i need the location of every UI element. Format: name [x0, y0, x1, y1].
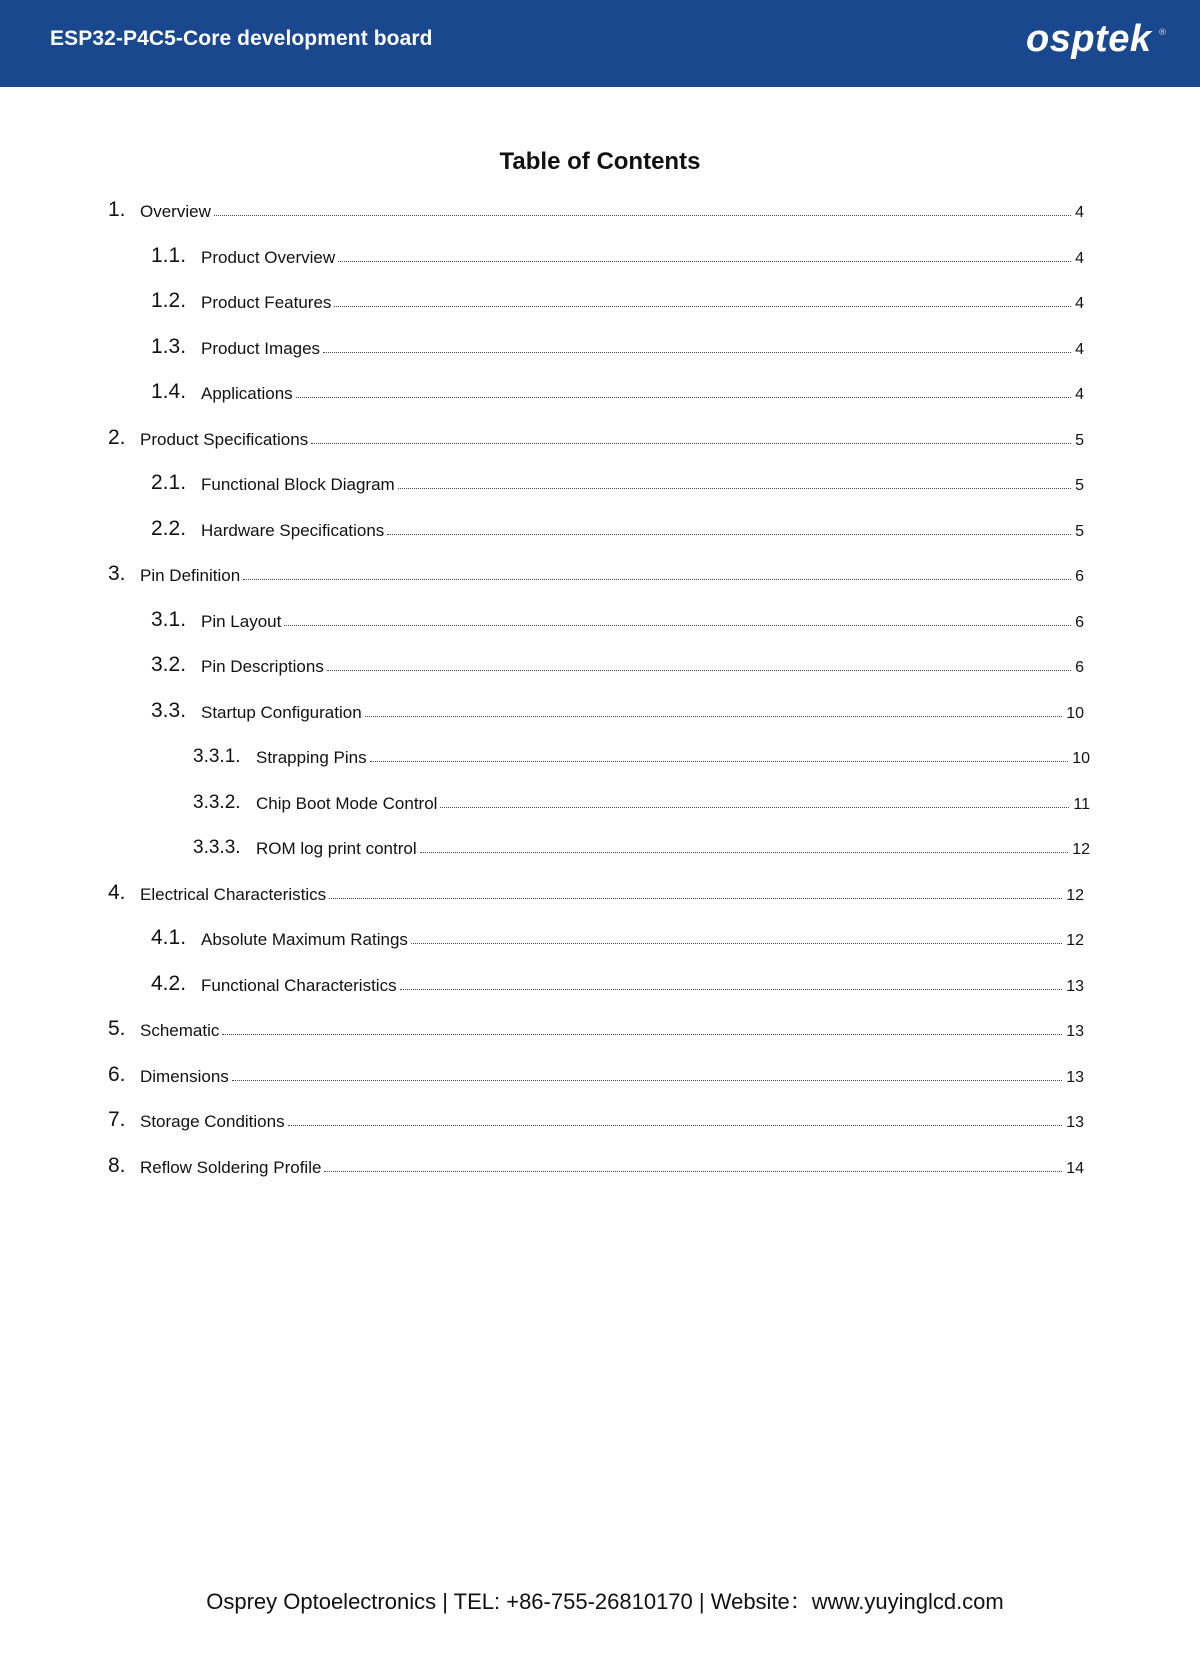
- toc-entry[interactable]: [108, 1015, 1084, 1041]
- toc-entry[interactable]: [193, 788, 1090, 814]
- toc-entry-label[interactable]: Functional Characteristics: [201, 976, 397, 995]
- toc-dot-leader: [323, 352, 1071, 353]
- toc-dot-leader: [214, 215, 1071, 216]
- toc-page-number[interactable]: 5: [1075, 432, 1084, 449]
- toc-entry-label[interactable]: Schematic: [140, 1021, 220, 1040]
- toc-entry[interactable]: [108, 1106, 1084, 1132]
- toc-dot-leader: [387, 534, 1071, 535]
- toc-entry-label[interactable]: Pin Layout: [201, 612, 282, 631]
- toc-page-number[interactable]: 12: [1066, 932, 1084, 949]
- toc-entry[interactable]: [151, 287, 1084, 313]
- osptek-logo: osptek: [1026, 18, 1152, 60]
- toc-dot-leader: [365, 716, 1063, 717]
- toc-entry-label[interactable]: Functional Block Diagram: [201, 475, 395, 494]
- toc-page-number[interactable]: 4: [1075, 341, 1084, 358]
- toc-entry-label[interactable]: Applications: [201, 384, 293, 403]
- toc-entry-number: 1.3.: [151, 335, 187, 358]
- toc-entry[interactable]: [108, 1061, 1084, 1087]
- toc-dot-leader: [296, 397, 1071, 398]
- toc-entry-label[interactable]: Product Overview: [201, 248, 336, 267]
- toc-entry-label[interactable]: Startup Configuration: [201, 703, 362, 722]
- toc-entry-number: 3.2.: [151, 653, 187, 676]
- toc-page-number[interactable]: 12: [1066, 887, 1084, 904]
- toc-page-number[interactable]: 4: [1075, 295, 1084, 312]
- toc-dot-leader: [232, 1080, 1062, 1081]
- toc-page-number[interactable]: 6: [1075, 659, 1084, 676]
- toc-page-number[interactable]: 10: [1066, 705, 1084, 722]
- toc-entry-label[interactable]: Overview: [140, 202, 211, 221]
- toc-entry-label[interactable]: Pin Descriptions: [201, 657, 324, 676]
- toc-entry[interactable]: [151, 242, 1084, 268]
- toc-entry-number: 1.2.: [151, 289, 187, 312]
- toc-entry-number: 6.: [108, 1063, 126, 1086]
- toc-page-number[interactable]: 5: [1075, 523, 1084, 540]
- toc-entry[interactable]: [151, 697, 1084, 723]
- toc-entry-number: 2.: [108, 426, 126, 449]
- toc-dot-leader: [222, 1034, 1062, 1035]
- toc-entry-label[interactable]: Reflow Soldering Profile: [140, 1158, 322, 1177]
- toc-dot-leader: [338, 261, 1071, 262]
- toc-dot-leader: [327, 670, 1071, 671]
- toc-entry-number: 3.3.2.: [193, 792, 241, 813]
- registered-trademark-mark: ®: [1158, 28, 1167, 38]
- toc-entry-label[interactable]: Dimensions: [140, 1067, 229, 1086]
- toc-dot-leader: [288, 1125, 1063, 1126]
- toc-entry-number: 4.2.: [151, 972, 187, 995]
- toc-page-number[interactable]: 11: [1073, 796, 1090, 813]
- toc-entry-number: 4.: [108, 881, 126, 904]
- toc-page-number[interactable]: 6: [1075, 614, 1084, 631]
- toc-entry[interactable]: [108, 560, 1084, 586]
- toc-entry-label[interactable]: ROM log print control: [256, 839, 417, 858]
- toc-page-number[interactable]: 12: [1072, 841, 1090, 858]
- toc-entry[interactable]: [151, 333, 1084, 359]
- toc-entry-label[interactable]: Hardware Specifications: [201, 521, 385, 540]
- toc-entry-number: 4.1.: [151, 926, 187, 949]
- toc-entry[interactable]: [108, 1152, 1084, 1178]
- toc-page-number[interactable]: 5: [1075, 477, 1084, 494]
- toc-entry-number: 5.: [108, 1017, 126, 1040]
- toc-dot-leader: [411, 943, 1062, 944]
- toc-entry[interactable]: [151, 970, 1084, 996]
- toc-entry[interactable]: [151, 924, 1084, 950]
- toc-dot-leader: [440, 807, 1069, 808]
- toc-dot-leader: [400, 989, 1063, 990]
- toc-entry[interactable]: [151, 651, 1084, 677]
- toc-entry-number: 1.4.: [151, 380, 187, 403]
- toc-entry-label[interactable]: Product Features: [201, 293, 332, 312]
- toc-entry[interactable]: [193, 833, 1090, 859]
- toc-dot-leader: [311, 443, 1071, 444]
- toc-dot-leader: [284, 625, 1071, 626]
- toc-entry-label[interactable]: Electrical Characteristics: [140, 885, 327, 904]
- toc-entry[interactable]: [108, 879, 1084, 905]
- page-footer: Osprey Optoelectronics | TEL: +86-755-26810170 | Website：www.yuyinglcd.com: [206, 1589, 1004, 1614]
- document-title: ESP32-P4C5-Core development board: [50, 27, 433, 50]
- toc-entry-number: 3.3.3.: [193, 837, 241, 858]
- toc-entry-number: 3.3.: [151, 699, 187, 722]
- toc-dot-leader: [370, 761, 1069, 762]
- toc-page-number[interactable]: 13: [1066, 1114, 1084, 1131]
- toc-entry-label[interactable]: Product Specifications: [140, 430, 309, 449]
- toc-dot-leader: [334, 306, 1071, 307]
- toc-entry-number: 3.: [108, 562, 126, 585]
- toc-entry[interactable]: [108, 424, 1084, 450]
- toc-entry-label[interactable]: Strapping Pins: [256, 748, 367, 767]
- toc-dot-leader: [324, 1171, 1062, 1172]
- toc-page-number[interactable]: 13: [1066, 978, 1084, 995]
- page-header: [0, 0, 1200, 87]
- toc-entry-number: 8.: [108, 1154, 126, 1177]
- toc-entry[interactable]: [151, 515, 1084, 541]
- toc-entry[interactable]: [151, 378, 1084, 404]
- toc-entry-number: 3.1.: [151, 608, 187, 631]
- toc-entry-label[interactable]: Storage Conditions: [140, 1112, 285, 1131]
- toc-entry-number: 3.3.1.: [193, 746, 241, 767]
- toc-entry[interactable]: [151, 606, 1084, 632]
- toc-page-number[interactable]: 10: [1072, 750, 1090, 767]
- toc-page-number[interactable]: 14: [1066, 1160, 1084, 1177]
- toc-page-number[interactable]: 4: [1075, 386, 1084, 403]
- toc-page-number[interactable]: 13: [1066, 1023, 1084, 1040]
- toc-page-number[interactable]: 6: [1075, 568, 1084, 585]
- toc-entry-label[interactable]: Pin Definition: [140, 566, 241, 585]
- toc-entry-label[interactable]: Absolute Maximum Ratings: [201, 930, 408, 949]
- toc-entry-label[interactable]: Chip Boot Mode Control: [256, 794, 438, 813]
- toc-page-number[interactable]: 4: [1075, 204, 1084, 221]
- toc-dot-leader: [398, 488, 1071, 489]
- toc-entry-label[interactable]: Product Images: [201, 339, 321, 358]
- toc-entry-number: 7.: [108, 1108, 126, 1131]
- toc-page-number[interactable]: 4: [1075, 250, 1084, 267]
- toc-entry-number: 1.: [108, 198, 126, 221]
- toc-entry-number: 2.2.: [151, 517, 187, 540]
- toc-entry[interactable]: [151, 469, 1084, 495]
- toc-dot-leader: [243, 579, 1071, 580]
- toc-dot-leader: [420, 852, 1069, 853]
- toc-entry-number: 1.1.: [151, 244, 187, 267]
- toc-entry-number: 2.1.: [151, 471, 187, 494]
- toc-page-number[interactable]: 13: [1066, 1069, 1084, 1086]
- toc-entry[interactable]: [193, 742, 1090, 768]
- toc-entry[interactable]: [108, 196, 1084, 222]
- toc-heading: Table of Contents: [499, 148, 701, 175]
- toc-dot-leader: [329, 898, 1062, 899]
